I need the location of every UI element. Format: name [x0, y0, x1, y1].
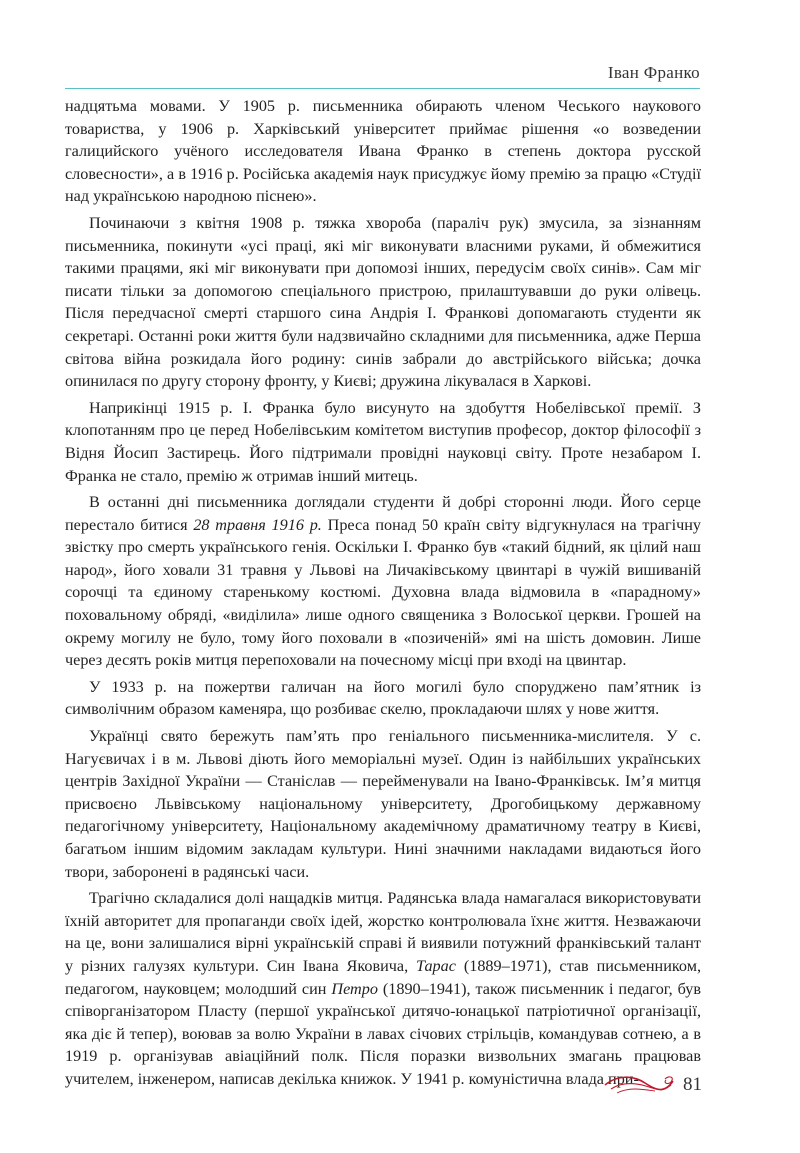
text-run: Трагічно складалися долі нащадків митця. Радянська влада намагалася використовувати їхній авторитет для пропаганди своїх ідей, жорстко контролювала їхнє життя. Незважаючи на це, вони залишалися вірні українській справі й виявили потужний франківський талант у різних галузях культури. Син Івана Яковича, [65, 889, 701, 975]
paragraph-7 [65, 887, 701, 1090]
text-run: (1889–1971), став письменником, педагогом, науковцем; молодший син [65, 956, 702, 998]
header-rule [65, 88, 700, 89]
paragraph-2 [65, 212, 701, 393]
text-run: Наприкінці 1915 р. І. Франка було висунуто на здобуття Нобелівської премії. З клопотанням про це перед Нобелівським комітетом виступив професор, доктор філософії з Відня Йосип Застирець. Його підтримали провідні науковці світу. Проте незабаром І. Франка не стало, премію ж отримав інший митець. [65, 398, 701, 485]
main-text [65, 95, 701, 1091]
text-run: надцятьма мовами. У 1905 р. письменника обирають членом Чеського наукового товариства, у 1906 р. Харківський університет приймає рішення «о возведении галицийского учёного исследователя Ивана Франко в степень доктора русской словесности», а в 1916 р. Російська академія наук присуджує йому премію за працю «Студії над українською народною піснею». [65, 97, 701, 206]
text-run: Починаючи з квітня 1908 р. тяжка хвороба (параліч рук) змусила, за зізнанням письменника, покинути «усі праці, які міг виконувати власними руками, й обмежитися такими працями, які міг виконувати при допомозі інших, передусім своїх синів». Сам міг писати тільки за допомогою спеціального пристрою, прилаштувавши до руки олівець. Після передчасної смерті старшого сина Андрія І. Франкові допомагають студенти як секретарі. Останні роки життя були надзвичайно складними для письменника, адже Перша світова війна розкидала його родину: синів забрали до австрійського війська; дочка опинилася по другу сторону фронту, у Києві; дружина лікувалася в Харкові. [65, 213, 701, 391]
page-number: 81 [683, 1074, 702, 1095]
text-run: (1890–1941), також письменник і педагог, був співорганізатором Пласту (першої української дитячо-юнацької патріотичної організації, яка діє й тепер), воював за волю України в лавах січових стрільців, командував сотнею, а в 1919 р. організував авіаційний полк. Після поразки визвольних змагань працював учителем, інженером, написав декілька книжок. У 1941 р. комуністична влада при- [65, 979, 701, 1088]
text-run: Українці свято бережуть пам’ять про геніального письменника-мислителя. У с. Нагуєвичах і в м. Львові діють його меморіальні музеї. Один із найбільших українських центрів Західної України — Станіслав — перейменували на Івано-Франківськ. Ім’я митця присвоєно Львівському національному університету, Дрогобицькому державному педагогічному університету, Національному академічному драматичному театру в Києві, багатьом іншим відомим закладам культури. Нині значними накладами видаються його твори, заборонені в радянські часи. [65, 727, 701, 881]
paragraph-6 [65, 725, 701, 883]
emphasis-text: Тарас [416, 956, 456, 975]
swirl-ornament-icon [603, 1071, 675, 1099]
emphasis-text: Петро [331, 979, 378, 998]
paragraph-3 [65, 397, 701, 487]
emphasis-text: 28 травня 1916 р. [193, 515, 322, 534]
paragraph-1 [65, 95, 701, 208]
paragraph-5 [65, 676, 701, 721]
text-run: У 1933 р. на пожертви галичан на його могилі було споруджено пам’ятник із символічним образом каменяра, що розбиває скелю, прокладаючи шлях у нове життя. [65, 677, 701, 719]
text-run: Преса понад 50 країн світу відгукнулася на трагічну звістку про смерть українського генія. Оскільки І. Франко був «такий бідний, як цілий наш народ», його ховали 31 травня у Львові на Личаківському цвинтарі в чужій вишиваній сорочці та єдиному старенькому костюмі. Духовна влада відмовила в «парадному» поховальному обряді, «виділила» лише одного священика з Волоської церкви. Грошей на окрему могилу не було, тому його поховали в «позиченій» ямі на шість домовин. Лише через десять років митця перепоховали на почесному місці при вході на цвинтар. [65, 515, 701, 670]
text-run: В останні дні письменника доглядали студенти й добрі сторонні люди. Його серце перестало битися [65, 493, 701, 534]
running-header-title: Іван Франко [607, 63, 700, 82]
paragraph-4 [65, 491, 701, 672]
page-footer [603, 1071, 702, 1099]
